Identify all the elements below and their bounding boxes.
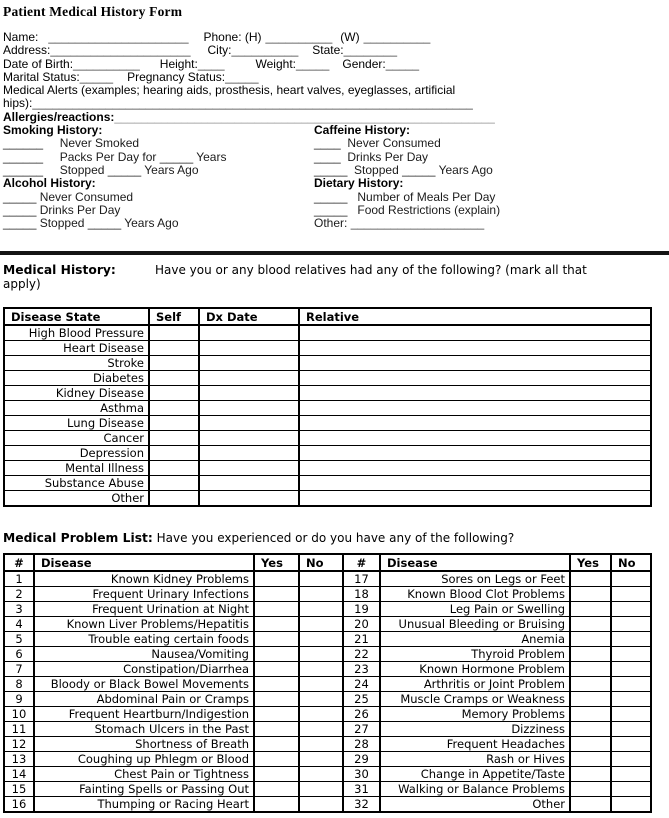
allergies-blank[interactable]: _________________________________________________________ [114, 109, 495, 124]
address-blank[interactable]: _____________________ [50, 43, 191, 58]
medical-history-prompt-wrap: apply) [3, 277, 41, 292]
no-cell[interactable] [611, 632, 651, 647]
problem-number: 28 [343, 737, 380, 752]
problem-disease: Anemia [380, 632, 570, 647]
problem-disease: Abdominal Pain or Cramps [34, 692, 254, 707]
no-cell[interactable] [299, 692, 343, 707]
table-row [4, 722, 651, 737]
yes-header: Yes [570, 554, 611, 571]
marital-status-label: Marital Status: [3, 69, 80, 84]
table-row [4, 767, 651, 782]
yes-cell[interactable] [254, 662, 299, 677]
no-cell[interactable] [611, 602, 651, 617]
problem-number: 30 [343, 767, 380, 782]
table-row [4, 602, 651, 617]
relative-cell[interactable] [299, 341, 651, 356]
table-row [4, 782, 651, 797]
no-cell[interactable] [299, 587, 343, 602]
table-row [4, 491, 651, 507]
yes-cell[interactable] [254, 782, 299, 797]
name-blank[interactable]: _____________________ [48, 30, 189, 44]
yes-cell[interactable] [570, 767, 611, 782]
table-row [4, 677, 651, 692]
dob-label: Date of Birth: [3, 56, 74, 71]
problem-number: 16 [4, 797, 34, 813]
problem-disease: Frequent Heartburn/Indigestion [34, 707, 254, 722]
medical-alerts-blank[interactable]: __________________________________________________________________ [32, 96, 473, 111]
problem-number: 21 [343, 632, 380, 647]
problem-disease: Trouble eating certain foods [34, 632, 254, 647]
disease-state-label: Substance Abuse [4, 476, 149, 491]
problem-disease: Memory Problems [380, 707, 570, 722]
problem-disease: Thumping or Racing Heart [34, 797, 254, 813]
address-line [3, 44, 661, 57]
table-row [4, 476, 651, 491]
problem-number: 9 [4, 692, 34, 707]
no-cell[interactable] [299, 752, 343, 767]
caffeine-stopped-item[interactable]: _____ Stopped _____ Years Ago [314, 162, 493, 177]
problem-disease: Coughing up Phlegm or Blood [34, 752, 254, 767]
problem-disease: Dizziness [380, 722, 570, 737]
no-cell[interactable] [611, 587, 651, 602]
problem-disease: Sores on Legs or Feet [380, 571, 570, 587]
problem-disease: Leg Pain or Swelling [380, 602, 570, 617]
self-cell[interactable] [149, 446, 199, 461]
pregnancy-status-blank[interactable]: _____ [225, 69, 259, 84]
smoking-never-item[interactable]: ______ Never Smoked [3, 136, 140, 151]
disease-state-label: Mental Illness [4, 461, 149, 476]
problem-disease: Constipation/Diarrhea [34, 662, 254, 677]
table-row [4, 662, 651, 677]
dx-date-cell[interactable] [199, 446, 299, 461]
dx-date-cell[interactable] [199, 401, 299, 416]
dx-date-cell[interactable] [199, 491, 299, 507]
problem-number: 32 [343, 797, 380, 813]
disease-state-label: Diabetes [4, 371, 149, 386]
habits-section [3, 124, 661, 230]
self-cell[interactable] [149, 416, 199, 431]
alcohol-never-item[interactable]: _____ Never Consumed [3, 189, 134, 204]
problem-disease: Bloody or Black Bowel Movements [34, 677, 254, 692]
problem-list-heading: Medical Problem List: [3, 531, 153, 546]
alcohol-drinks-item[interactable]: _____ Drinks Per Day [3, 202, 121, 217]
no-cell[interactable] [611, 647, 651, 662]
no-cell[interactable] [299, 571, 343, 587]
no-cell[interactable] [611, 797, 651, 813]
no-cell[interactable] [299, 632, 343, 647]
smoking-packs-item[interactable]: ______ Packs Per Day for _____ Years [3, 149, 227, 164]
dx-date-cell[interactable] [199, 325, 299, 341]
hips-line [3, 97, 661, 110]
yes-cell[interactable] [570, 737, 611, 752]
problem-number: 12 [4, 737, 34, 752]
self-cell[interactable] [149, 325, 199, 341]
no-cell[interactable] [299, 722, 343, 737]
disease-state-label: Stroke [4, 356, 149, 371]
address-label: Address: [3, 43, 51, 58]
medical-history-prompt: Have you or any blood relatives had any of the following? (mark all that [155, 263, 587, 278]
number-header: # [343, 554, 380, 571]
self-cell[interactable] [149, 461, 199, 476]
no-cell[interactable] [299, 782, 343, 797]
problem-disease: Shortness of Breath [34, 737, 254, 752]
no-cell[interactable] [299, 737, 343, 752]
marital-status-blank[interactable]: _____ [79, 69, 114, 84]
smoking-stopped-item[interactable]: ______ Stopped _____ Years Ago [3, 162, 199, 177]
table-row [4, 325, 651, 341]
table-row [4, 647, 651, 662]
problem-disease: Frequent Urination at Night [34, 602, 254, 617]
dietary-history-heading: Dietary History: [314, 176, 404, 191]
table-row [4, 341, 651, 356]
relative-cell[interactable] [299, 491, 651, 507]
table-row [4, 431, 651, 446]
disease-state-label: High Blood Pressure [4, 325, 149, 341]
problem-number: 10 [4, 707, 34, 722]
no-cell[interactable] [299, 797, 343, 813]
dietary-other-label: Other: [314, 216, 348, 231]
city-blank[interactable]: __________ [231, 43, 299, 58]
table-row [4, 401, 651, 416]
yes-cell[interactable] [254, 692, 299, 707]
phone-work-label: (W) [340, 30, 360, 44]
table-row [4, 461, 651, 476]
self-cell[interactable] [149, 356, 199, 371]
yes-cell[interactable] [254, 707, 299, 722]
yes-cell[interactable] [570, 632, 611, 647]
city-label: City: [207, 43, 232, 58]
self-cell[interactable] [149, 476, 199, 491]
relative-header: Relative [299, 308, 651, 325]
dx-date-cell[interactable] [199, 386, 299, 401]
yes-cell[interactable] [254, 602, 299, 617]
no-cell[interactable] [299, 617, 343, 632]
problem-disease: Thyroid Problem [380, 647, 570, 662]
dx-date-cell[interactable] [199, 371, 299, 386]
number-header: # [4, 554, 34, 571]
problem-number: 15 [4, 782, 34, 797]
problem-number: 11 [4, 722, 34, 737]
table-row [4, 632, 651, 647]
no-cell[interactable] [299, 677, 343, 692]
relative-cell[interactable] [299, 371, 651, 386]
problem-list-heading-block [3, 531, 661, 545]
problem-number: 22 [343, 647, 380, 662]
weight-blank[interactable]: _____ [295, 56, 330, 71]
yes-cell[interactable] [570, 571, 611, 587]
name-phone-line [3, 31, 661, 44]
problem-list-prompt: Have you experienced or do you have any of the following? [156, 531, 515, 546]
height-blank[interactable]: ____ [197, 56, 225, 71]
table-row [4, 587, 651, 602]
relative-cell[interactable] [299, 446, 651, 461]
gender-label: Gender: [342, 56, 386, 71]
yes-cell[interactable] [570, 782, 611, 797]
medical-alerts-label: Medical Alerts (examples; hearing aids, prosthesis, heart valves, eyeglasses, artificial [3, 83, 456, 98]
self-cell[interactable] [149, 431, 199, 446]
yes-cell[interactable] [254, 617, 299, 632]
caffeine-drinks-item[interactable]: ____ Drinks Per Day [314, 149, 429, 164]
no-cell[interactable] [611, 677, 651, 692]
problem-disease: Known Blood Clot Problems [380, 587, 570, 602]
dx-date-cell[interactable] [199, 461, 299, 476]
self-header: Self [149, 308, 199, 325]
state-label: State: [312, 43, 344, 58]
problem-disease: Walking or Balance Problems [380, 782, 570, 797]
alcohol-stopped-item[interactable]: _____ Stopped _____ Years Ago [3, 216, 179, 231]
dx-date-cell[interactable] [199, 476, 299, 491]
no-header: No [299, 554, 343, 571]
no-cell[interactable] [611, 767, 651, 782]
form-title: Patient Medical History Form [3, 4, 183, 19]
problem-number: 27 [343, 722, 380, 737]
phone-home-label: Phone: (H) [203, 30, 262, 44]
yes-cell[interactable] [254, 722, 299, 737]
problem-number: 3 [4, 602, 34, 617]
demographics-section [3, 31, 661, 124]
dietary-restrictions-item[interactable]: _____ Food Restrictions (explain) [314, 202, 501, 217]
disease-state-label: Lung Disease [4, 416, 149, 431]
disease-state-label: Depression [4, 446, 149, 461]
no-cell[interactable] [299, 662, 343, 677]
gender-blank[interactable]: _____ [385, 56, 420, 71]
marital-line [3, 71, 661, 84]
caffeine-never-item[interactable]: ____ Never Consumed [314, 136, 441, 151]
no-cell[interactable] [611, 752, 651, 767]
alcohol-history-heading: Alcohol History: [3, 176, 96, 191]
caffeine-history-heading: Caffeine History: [314, 123, 411, 138]
problem-number: 13 [4, 752, 34, 767]
yes-cell[interactable] [570, 752, 611, 767]
problem-disease: Frequent Headaches [380, 737, 570, 752]
self-cell[interactable] [149, 491, 199, 507]
table-row [4, 446, 651, 461]
no-cell[interactable] [299, 647, 343, 662]
problem-number: 14 [4, 767, 34, 782]
medical-history-table [3, 307, 652, 507]
no-cell[interactable] [299, 602, 343, 617]
table-row [4, 571, 651, 587]
problem-disease: Known Liver Problems/Hepatitis [34, 617, 254, 632]
problem-number: 20 [343, 617, 380, 632]
problem-number: 18 [343, 587, 380, 602]
problem-number: 2 [4, 587, 34, 602]
dietary-other-line [314, 217, 661, 230]
table-row [4, 617, 651, 632]
name-label: Name: [3, 30, 39, 44]
relative-cell[interactable] [299, 416, 651, 431]
relative-cell[interactable] [299, 461, 651, 476]
no-cell[interactable] [611, 662, 651, 677]
disease-state-label: Asthma [4, 401, 149, 416]
problem-number: 24 [343, 677, 380, 692]
table-row [4, 416, 651, 431]
relative-cell[interactable] [299, 401, 651, 416]
yes-cell[interactable] [254, 587, 299, 602]
table-row [4, 356, 651, 371]
self-cell[interactable] [149, 341, 199, 356]
disease-state-header: Disease State [4, 308, 149, 325]
no-cell[interactable] [611, 722, 651, 737]
dietary-meals-item[interactable]: _____ Number of Meals Per Day [314, 189, 496, 204]
yes-cell[interactable] [570, 797, 611, 813]
disease-state-label: Cancer [4, 431, 149, 446]
yes-header: Yes [254, 554, 299, 571]
table-row [4, 386, 651, 401]
no-header: No [611, 554, 651, 571]
dx-date-cell[interactable] [199, 356, 299, 371]
yes-cell[interactable] [254, 797, 299, 813]
yes-cell[interactable] [570, 677, 611, 692]
yes-cell[interactable] [254, 677, 299, 692]
dietary-other-blank[interactable]: ____________________ [350, 216, 485, 231]
table-row [4, 707, 651, 722]
habits-right-column [314, 124, 661, 230]
pregnancy-status-label: Pregnancy Status: [127, 69, 226, 84]
table-row [4, 692, 651, 707]
problem-number: 6 [4, 647, 34, 662]
no-cell[interactable] [611, 737, 651, 752]
problem-number: 19 [343, 602, 380, 617]
height-label: Height: [159, 56, 198, 71]
self-cell[interactable] [149, 371, 199, 386]
disease-state-label: Other [4, 491, 149, 507]
problem-number: 29 [343, 752, 380, 767]
problem-number: 5 [4, 632, 34, 647]
problem-number: 23 [343, 662, 380, 677]
no-cell[interactable] [611, 782, 651, 797]
table-row [4, 737, 651, 752]
no-cell[interactable] [611, 617, 651, 632]
disease-state-label: Heart Disease [4, 341, 149, 356]
problem-number: 25 [343, 692, 380, 707]
problem-number: 7 [4, 662, 34, 677]
yes-cell[interactable] [254, 737, 299, 752]
yes-cell[interactable] [570, 602, 611, 617]
problem-disease: Other [380, 797, 570, 813]
no-cell[interactable] [611, 692, 651, 707]
problem-number: 17 [343, 571, 380, 587]
section-divider [0, 251, 669, 255]
dx-date-header: Dx Date [199, 308, 299, 325]
problem-disease: Unusual Bleeding or Bruising [380, 617, 570, 632]
state-blank[interactable]: ________ [343, 43, 398, 58]
table-header-row [4, 308, 651, 325]
dx-date-cell[interactable] [199, 431, 299, 446]
yes-cell[interactable] [570, 587, 611, 602]
problem-number: 1 [4, 571, 34, 587]
no-cell[interactable] [611, 571, 651, 587]
allergies-line [3, 111, 661, 124]
problem-number: 26 [343, 707, 380, 722]
smoking-history-heading: Smoking History: [3, 123, 103, 138]
table-row [4, 797, 651, 813]
problem-disease: Known Hormone Problem [380, 662, 570, 677]
self-cell[interactable] [149, 401, 199, 416]
yes-cell[interactable] [254, 632, 299, 647]
no-cell[interactable] [611, 707, 651, 722]
dx-date-cell[interactable] [199, 341, 299, 356]
medical-alerts-line [3, 84, 661, 97]
no-cell[interactable] [299, 767, 343, 782]
yes-cell[interactable] [254, 752, 299, 767]
medical-history-heading: Medical History: [3, 263, 116, 278]
problem-disease: Muscle Cramps or Weakness [380, 692, 570, 707]
table-header-row [4, 554, 651, 571]
problem-disease: Known Kidney Problems [34, 571, 254, 587]
table-row [4, 371, 651, 386]
problem-number: 8 [4, 677, 34, 692]
problem-disease: Stomach Ulcers in the Past [34, 722, 254, 737]
yes-cell[interactable] [570, 692, 611, 707]
yes-cell[interactable] [254, 767, 299, 782]
hips-label: hips): [3, 96, 33, 111]
yes-cell[interactable] [570, 617, 611, 632]
yes-cell[interactable] [254, 647, 299, 662]
relative-cell[interactable] [299, 325, 651, 341]
problem-number: 31 [343, 782, 380, 797]
yes-cell[interactable] [570, 647, 611, 662]
problem-disease: Arthritis or Joint Problem [380, 677, 570, 692]
relative-cell[interactable] [299, 356, 651, 371]
relative-cell[interactable] [299, 476, 651, 491]
medical-problem-list-table [3, 553, 652, 813]
habits-left-column [3, 124, 314, 230]
self-cell[interactable] [149, 386, 199, 401]
dx-date-cell[interactable] [199, 416, 299, 431]
yes-cell[interactable] [570, 707, 611, 722]
disease-header: Disease [380, 554, 570, 571]
disease-header: Disease [34, 554, 254, 571]
phone-home-blank[interactable]: __________ [265, 30, 333, 44]
relative-cell[interactable] [299, 386, 651, 401]
yes-cell[interactable] [570, 662, 611, 677]
phone-work-blank[interactable]: __________ [363, 30, 431, 44]
problem-disease: Frequent Urinary Infections [34, 587, 254, 602]
yes-cell[interactable] [254, 571, 299, 587]
problem-disease: Change in Appetite/Taste [380, 767, 570, 782]
dob-blank[interactable]: __________ [73, 56, 140, 71]
disease-state-label: Kidney Disease [4, 386, 149, 401]
problem-disease: Fainting Spells or Passing Out [34, 782, 254, 797]
yes-cell[interactable] [570, 722, 611, 737]
allergies-label: Allergies/reactions: [3, 109, 115, 124]
relative-cell[interactable] [299, 431, 651, 446]
problem-disease: Nausea/Vomiting [34, 647, 254, 662]
weight-label: Weight: [255, 56, 296, 71]
problem-number: 4 [4, 617, 34, 632]
dob-line [3, 58, 661, 71]
problem-disease: Chest Pain or Tightness [34, 767, 254, 782]
table-row [4, 752, 651, 767]
no-cell[interactable] [299, 707, 343, 722]
medical-history-heading-block [3, 264, 661, 292]
problem-disease: Rash or Hives [380, 752, 570, 767]
